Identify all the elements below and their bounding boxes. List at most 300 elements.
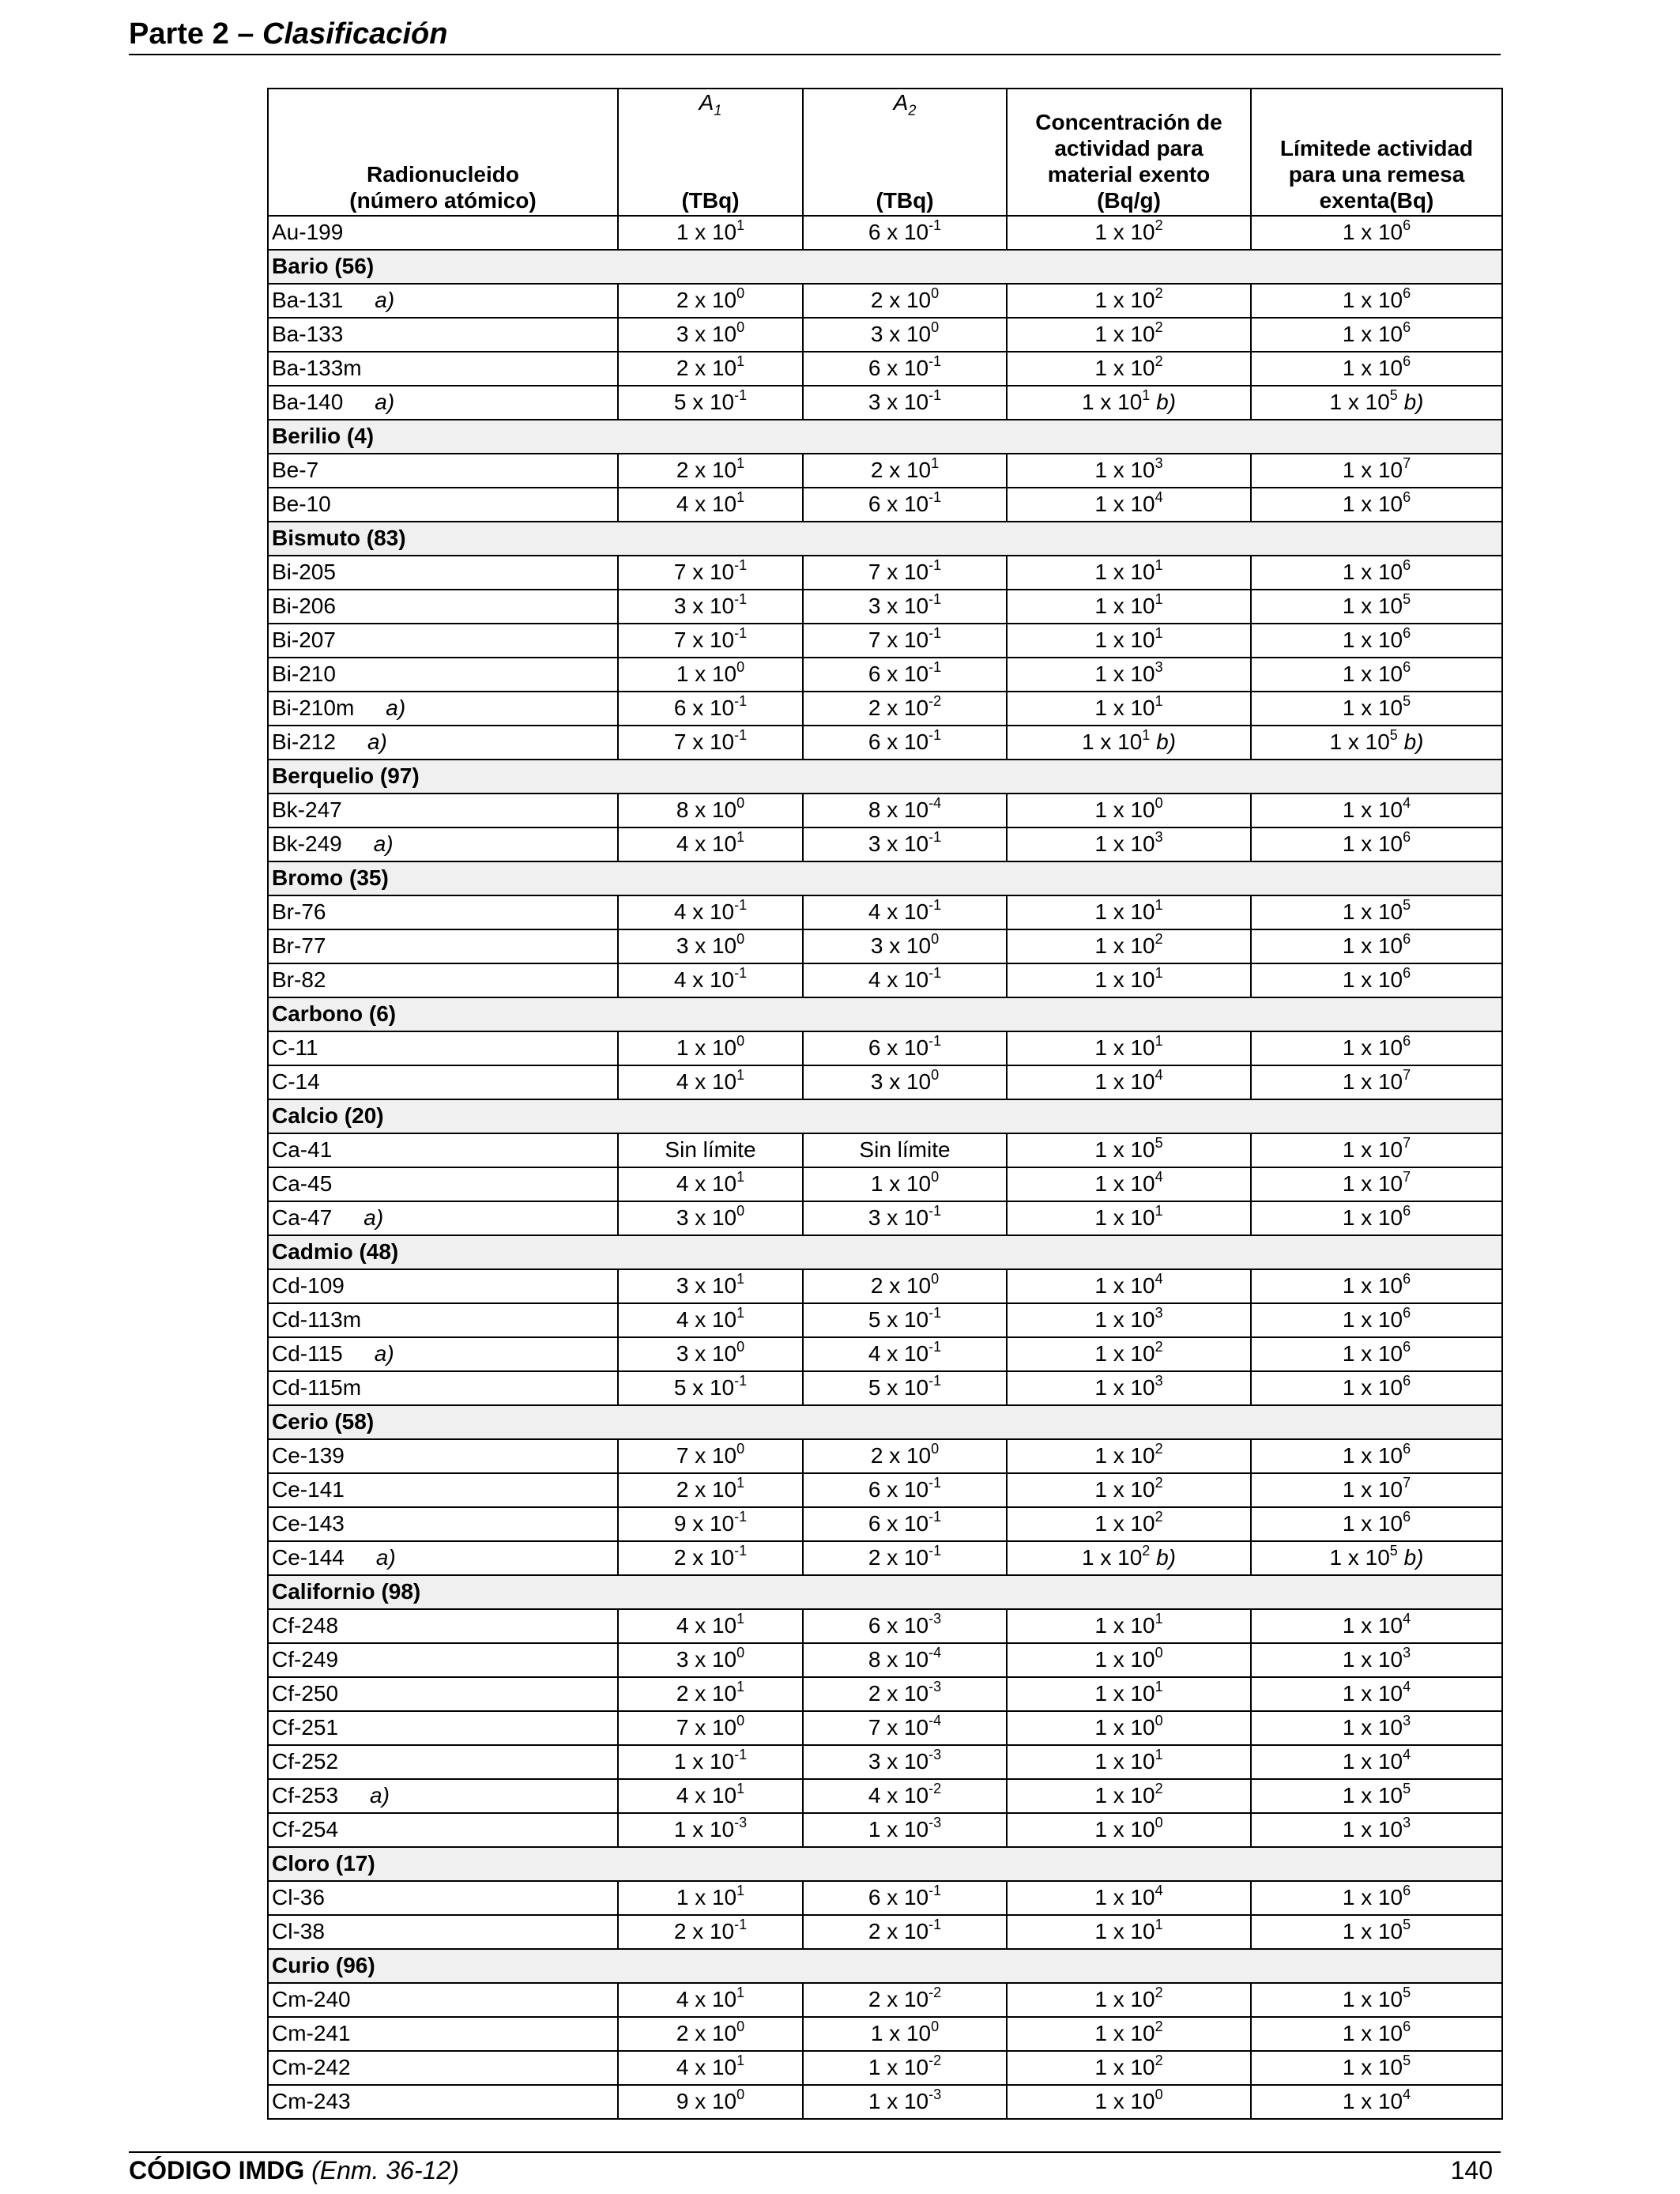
- a2-value-exponent: -1: [929, 1032, 942, 1049]
- a2-value: [803, 1269, 1007, 1303]
- nuclide-name: Au-199: [272, 220, 344, 245]
- activity-limit-value-mantissa: 1 x 10: [1342, 1987, 1403, 2012]
- concentration-value-exponent: 2: [1155, 1474, 1163, 1491]
- activity-limit-value-mantissa: 1 x 10: [1342, 1749, 1403, 1774]
- nuclide-cell: [268, 1609, 618, 1643]
- a1-value-exponent: 0: [736, 319, 745, 335]
- activity-limit-value-mantissa: 1 x 10: [1342, 1341, 1403, 1367]
- table-row: [268, 1167, 1502, 1201]
- a1-value-exponent: 1: [736, 1474, 745, 1491]
- a2-value-exponent: -1: [929, 1372, 942, 1389]
- nuclide-cell: [268, 895, 618, 929]
- activity-limit-value-note: b): [1403, 1545, 1424, 1570]
- a1-value: [618, 1643, 803, 1677]
- concentration-value: [1007, 284, 1251, 318]
- concentration-value: [1007, 895, 1251, 929]
- table-row: [268, 895, 1502, 929]
- activity-limit-value: [1251, 1133, 1502, 1167]
- concentration-value-mantissa: 1 x 10: [1094, 1817, 1155, 1842]
- table-row: [268, 1201, 1502, 1235]
- activity-limit-value-exponent: 3: [1403, 1814, 1411, 1830]
- a1-value: [618, 1711, 803, 1745]
- a2-value-exponent: -4: [929, 1644, 942, 1661]
- concentration-value-exponent: 2: [1155, 352, 1163, 369]
- a2-value-exponent: -1: [929, 1508, 942, 1525]
- concentration-value-mantissa: 1 x 10: [1094, 1987, 1155, 2012]
- a1-value: [618, 1303, 803, 1337]
- a1-value-mantissa: 2 x 10: [676, 2021, 737, 2046]
- concentration-value-exponent: 1: [1155, 692, 1163, 709]
- nuclide-cell: [268, 1201, 618, 1235]
- group-row: [268, 1405, 1502, 1439]
- activity-limit-value: [1251, 726, 1502, 760]
- activity-limit-value-exponent: 6: [1403, 1440, 1411, 1457]
- group-row: [268, 1847, 1502, 1881]
- concentration-value-exponent: 3: [1155, 658, 1163, 675]
- a2-value: [803, 726, 1007, 760]
- a1-value: [618, 895, 803, 929]
- concentration-value-exponent: 3: [1155, 454, 1163, 471]
- activity-limit-value-exponent: 5: [1389, 726, 1398, 743]
- a2-value-exponent: -1: [929, 217, 942, 233]
- nuclide-name: C-11: [272, 1035, 318, 1061]
- concentration-value: [1007, 1881, 1251, 1915]
- a2-value: [803, 2051, 1007, 2085]
- nuclide-cell: [268, 454, 618, 488]
- a2-value: [803, 1813, 1007, 1847]
- a1-value-exponent: -1: [734, 1746, 748, 1762]
- a1-value-mantissa: 4 x 10: [676, 2055, 737, 2080]
- concentration-value-mantissa: 1 x 10: [1094, 322, 1155, 347]
- a2-value-mantissa: 2 x 10: [870, 288, 932, 313]
- concentration-value-exponent: 1: [1155, 1202, 1163, 1219]
- concentration-value-mantissa: 1 x 10: [1094, 220, 1155, 245]
- a1-value: [618, 1201, 803, 1235]
- nuclide-name: Ba-133m: [272, 356, 362, 381]
- a2-value: [803, 352, 1007, 386]
- concentration-value-mantissa: 1 x 10: [1094, 1375, 1155, 1400]
- a1-value-exponent: 0: [736, 1032, 745, 1049]
- a2-value-exponent: 0: [931, 930, 940, 947]
- header-radionuclide-line2: (número atómico): [349, 187, 537, 213]
- a1-value-exponent: 1: [736, 1610, 745, 1627]
- a2-value-mantissa: 6 x 10: [868, 356, 929, 381]
- a1-value: [618, 352, 803, 386]
- concentration-value: [1007, 1201, 1251, 1235]
- group-row: [268, 420, 1502, 454]
- group-row: [268, 1235, 1502, 1269]
- concentration-value-exponent: 2: [1155, 2018, 1163, 2034]
- activity-limit-value-mantissa: 1 x 10: [1342, 1477, 1403, 1502]
- nuclide-name: Cm-240: [272, 1987, 351, 2012]
- concentration-value-exponent: 4: [1155, 1882, 1163, 1898]
- a2-value: [803, 1779, 1007, 1813]
- concentration-value: [1007, 1371, 1251, 1405]
- activity-limit-value: [1251, 1167, 1502, 1201]
- nuclide-cell: [268, 2051, 618, 2085]
- activity-limit-value-exponent: 6: [1403, 1338, 1411, 1355]
- nuclide-cell: [268, 963, 618, 997]
- concentration-value-exponent: 2: [1155, 1440, 1163, 1457]
- a2-value-mantissa: 2 x 10: [868, 1987, 929, 2012]
- table-row: [268, 1915, 1502, 1949]
- table-row: [268, 827, 1502, 861]
- a1-value-mantissa: 9 x 10: [673, 1511, 735, 1536]
- table-row: [268, 963, 1502, 997]
- nuclide-name: Bi-212: [272, 729, 336, 755]
- concentration-value-mantissa: 1 x 10: [1094, 288, 1155, 313]
- a1-value: [618, 2085, 803, 2119]
- nuclide-name: Cf-248: [272, 1613, 339, 1638]
- header-concentration: [1007, 89, 1251, 216]
- a2-value-mantissa: 1 x 10: [868, 2055, 929, 2080]
- nuclide-cell: [268, 1541, 618, 1575]
- nuclide-name: Br-77: [272, 933, 326, 959]
- activity-limit-value-mantissa: 1 x 10: [1342, 1035, 1403, 1061]
- a2-value-mantissa: 6 x 10: [868, 220, 929, 245]
- concentration-value: [1007, 454, 1251, 488]
- concentration-value-mantissa: 1 x 10: [1094, 1477, 1155, 1502]
- activity-limit-value-exponent: 5: [1389, 1542, 1398, 1559]
- a1-value-exponent: 0: [736, 2018, 745, 2034]
- header-a2-unit: (TBq): [876, 187, 934, 213]
- header-a2: [803, 89, 1007, 216]
- nuclide-note: a): [374, 1341, 394, 1367]
- concentration-value-mantissa: 1 x 10: [1094, 1205, 1155, 1231]
- a1-value-exponent: 1: [736, 352, 745, 369]
- a1-value-mantissa: 5 x 10: [673, 390, 735, 415]
- a2-value: [803, 318, 1007, 352]
- nuclide-cell: [268, 1031, 618, 1065]
- activity-limit-value: [1251, 284, 1502, 318]
- a1-value: [618, 1473, 803, 1507]
- activity-limit-value-mantissa: 1 x 10: [1342, 1375, 1403, 1400]
- concentration-value-mantissa: 1 x 10: [1094, 1035, 1155, 1061]
- a2-value-exponent: -1: [929, 556, 942, 573]
- activity-limit-value: [1251, 1779, 1502, 1813]
- table-row: [268, 556, 1502, 590]
- activity-limit-value: [1251, 1371, 1502, 1405]
- concentration-value-mantissa: 1 x 10: [1094, 2055, 1155, 2080]
- activity-limit-value: [1251, 963, 1502, 997]
- activity-limit-value: [1251, 1609, 1502, 1643]
- a2-value-mantissa: 7 x 10: [868, 560, 929, 585]
- a1-value: [618, 1031, 803, 1065]
- a1-value-mantissa: 3 x 10: [676, 933, 737, 959]
- group-row: [268, 250, 1502, 284]
- section-title: Clasificación: [262, 17, 448, 51]
- table-row: [268, 318, 1502, 352]
- a1-value-exponent: 0: [736, 1202, 745, 1219]
- a1-value-mantissa: 1 x 10: [676, 1035, 737, 1061]
- activity-limit-value-exponent: 6: [1403, 1882, 1411, 1898]
- a1-value: [618, 1133, 803, 1167]
- header-a2-symbol: $A_2$: [893, 90, 917, 119]
- activity-limit-value-exponent: 5: [1403, 590, 1411, 607]
- a2-value: [803, 454, 1007, 488]
- a2-value-mantissa: 3 x 10: [868, 831, 929, 857]
- concentration-value-mantissa: 1 x 10: [1094, 797, 1155, 823]
- activity-limit-value-mantissa: 1 x 10: [1342, 220, 1403, 245]
- a2-value-mantissa: 1 x 10: [868, 2089, 929, 2114]
- table-row: [268, 1031, 1502, 1065]
- a2-value-mantissa: 2 x 10: [870, 458, 932, 483]
- a1-value-exponent: -1: [734, 590, 748, 607]
- header-a1-unit: (TBq): [681, 187, 740, 213]
- a1-value-exponent: 1: [736, 1984, 745, 2000]
- a2-value-mantissa: 6 x 10: [868, 1477, 929, 1502]
- table-row: [268, 1983, 1502, 2017]
- activity-limit-value-exponent: 3: [1403, 1712, 1411, 1728]
- activity-limit-value: [1251, 2085, 1502, 2119]
- a2-value: [803, 1983, 1007, 2017]
- a1-value: [618, 1371, 803, 1405]
- activity-limit-value: [1251, 1711, 1502, 1745]
- concentration-value-mantissa: 1 x 10: [1094, 1443, 1155, 1468]
- nuclide-cell: [268, 624, 618, 658]
- a1-value-mantissa: 2 x 10: [676, 356, 737, 381]
- a1-value: [618, 216, 803, 250]
- table-row: [268, 1371, 1502, 1405]
- nuclide-cell: [268, 216, 618, 250]
- activity-limit-value-mantissa: 1 x 10: [1342, 322, 1403, 347]
- concentration-value-mantissa: 1 x 10: [1094, 458, 1155, 483]
- activity-limit-value-mantissa: 1 x 10: [1342, 933, 1403, 959]
- element-group-label: Carbono (6): [268, 997, 1502, 1031]
- a2-value-exponent: -2: [929, 1780, 942, 1796]
- a2-value: [803, 929, 1007, 963]
- concentration-value-exponent: 2: [1155, 1780, 1163, 1796]
- a2-value-exponent: -1: [929, 590, 942, 607]
- activity-limit-value-exponent: 5: [1403, 1916, 1411, 1932]
- nuclide-cell: [268, 1881, 618, 1915]
- concentration-value-mantissa: 1 x 10: [1082, 1545, 1143, 1570]
- a2-value-mantissa: 8 x 10: [868, 1647, 929, 1672]
- activity-limit-value-exponent: 6: [1403, 1372, 1411, 1389]
- a2-value: [803, 1371, 1007, 1405]
- nuclide-name: Cf-254: [272, 1817, 339, 1842]
- concentration-value: [1007, 658, 1251, 692]
- a1-value-mantissa: 4 x 10: [676, 831, 737, 857]
- a1-value: [618, 284, 803, 318]
- a1-value-exponent: -1: [734, 1916, 748, 1932]
- a2-value: [803, 2085, 1007, 2119]
- a2-value-mantissa: 6 x 10: [868, 662, 929, 687]
- a2-value-mantissa: 3 x 10: [870, 322, 932, 347]
- a1-value-exponent: 0: [736, 285, 745, 301]
- nuclide-cell: [268, 1915, 618, 1949]
- activity-limit-value-exponent: 5: [1389, 386, 1398, 403]
- concentration-value-mantissa: 1 x 10: [1094, 1307, 1155, 1333]
- concentration-value-exponent: 2: [1155, 1984, 1163, 2000]
- a1-value: [618, 2017, 803, 2051]
- a2-value-exponent: -2: [929, 2052, 942, 2068]
- activity-limit-value-mantissa: 1 x 10: [1342, 1613, 1403, 1638]
- a2-value: [803, 1031, 1007, 1065]
- a1-value-mantissa: 7 x 10: [676, 1443, 737, 1468]
- a1-value: [618, 692, 803, 726]
- a1-value-mantissa: 4 x 10: [676, 1069, 737, 1095]
- activity-limit-value: [1251, 2017, 1502, 2051]
- activity-limit-value-exponent: 6: [1403, 217, 1411, 233]
- concentration-value: [1007, 352, 1251, 386]
- table-row: [268, 216, 1502, 250]
- a1-value-mantissa: 3 x 10: [676, 1273, 737, 1299]
- nuclide-cell: [268, 1473, 618, 1507]
- a1-value-mantissa: 4 x 10: [676, 1987, 737, 2012]
- nuclide-cell: [268, 488, 618, 522]
- activity-limit-value-mantissa: 1 x 10: [1342, 594, 1403, 619]
- concentration-value-mantissa: 1 x 10: [1094, 594, 1155, 619]
- activity-limit-value: [1251, 895, 1502, 929]
- activity-limit-value-exponent: 6: [1403, 285, 1411, 301]
- a1-value: [618, 1439, 803, 1473]
- a1-value-mantissa: 2 x 10: [673, 1545, 735, 1570]
- nuclide-name: Bk-247: [272, 797, 342, 823]
- a1-value-mantissa: 3 x 10: [676, 1205, 737, 1231]
- concentration-value-exponent: 3: [1155, 1304, 1163, 1321]
- concentration-value-mantissa: 1 x 10: [1094, 933, 1155, 959]
- nuclide-name: Ca-45: [272, 1171, 333, 1197]
- concentration-value: [1007, 1507, 1251, 1541]
- a2-value: [803, 2017, 1007, 2051]
- activity-limit-value: [1251, 216, 1502, 250]
- nuclide-name: Cd-113m: [272, 1307, 362, 1333]
- activity-limit-value-mantissa: 1 x 10: [1342, 1069, 1403, 1095]
- activity-limit-value-exponent: 5: [1403, 1780, 1411, 1796]
- concentration-value-exponent: 2: [1155, 2052, 1163, 2068]
- a2-value: [803, 963, 1007, 997]
- a1-value: [618, 318, 803, 352]
- table-row: [268, 624, 1502, 658]
- concentration-value: [1007, 1745, 1251, 1779]
- concentration-value-exponent: 1: [1155, 1032, 1163, 1049]
- nuclide-name: Cd-115: [272, 1341, 343, 1367]
- concentration-value-exponent: 2: [1155, 285, 1163, 301]
- a2-value-mantissa: 6 x 10: [868, 1035, 929, 1061]
- activity-limit-value-mantissa: 1 x 10: [1342, 1443, 1403, 1468]
- a2-value-mantissa: 2 x 10: [868, 696, 929, 721]
- a2-value-exponent: -3: [929, 1610, 942, 1627]
- a2-value-mantissa: 8 x 10: [868, 797, 929, 823]
- a1-value-mantissa: 2 x 10: [676, 288, 737, 313]
- activity-limit-value: [1251, 488, 1502, 522]
- concentration-value-exponent: 4: [1155, 488, 1163, 505]
- a2-value: [803, 1711, 1007, 1745]
- a2-value: [803, 488, 1007, 522]
- activity-limit-value-mantissa: 1 x 10: [1342, 1919, 1403, 1944]
- part-label: Parte 2 –: [129, 17, 262, 51]
- nuclide-name: Ba-133: [272, 322, 344, 347]
- concentration-value-exponent: 2: [1155, 319, 1163, 335]
- a2-value: [803, 794, 1007, 827]
- a2-value: [803, 1439, 1007, 1473]
- nuclide-name: Ce-144: [272, 1545, 345, 1570]
- a2-value-mantissa: 1 x 10: [870, 2021, 932, 2046]
- page-header: [129, 14, 1501, 55]
- concentration-value-exponent: 3: [1155, 1372, 1163, 1389]
- element-group-label: Cadmio (48): [268, 1235, 1502, 1269]
- nuclide-cell: [268, 1439, 618, 1473]
- activity-limit-value-exponent: 6: [1403, 2018, 1411, 2034]
- activity-limit-value: [1251, 1507, 1502, 1541]
- activity-limit-value: [1251, 1643, 1502, 1677]
- a1-value-mantissa: 3 x 10: [673, 594, 735, 619]
- a2-value-mantissa: 5 x 10: [868, 1307, 929, 1333]
- a1-value-mantissa: 6 x 10: [673, 696, 735, 721]
- concentration-value-mantissa: 1 x 10: [1094, 967, 1155, 993]
- a2-value-mantissa: Sin límite: [859, 1137, 951, 1163]
- nuclide-cell: [268, 692, 618, 726]
- table-row: [268, 2051, 1502, 2085]
- activity-limit-value: [1251, 1337, 1502, 1371]
- nuclide-cell: [268, 1303, 618, 1337]
- concentration-value: [1007, 1983, 1251, 2017]
- a1-value-exponent: 1: [736, 1678, 745, 1695]
- activity-limit-value-note: b): [1403, 729, 1424, 755]
- nuclide-note: a): [375, 288, 395, 313]
- activity-limit-value-mantissa: 1 x 10: [1342, 1307, 1403, 1333]
- activity-limit-value-mantissa: 1 x 10: [1342, 696, 1403, 721]
- activity-limit-value: [1251, 1745, 1502, 1779]
- header-concentration-line4: (Bq/g): [1097, 187, 1161, 213]
- activity-limit-value-mantissa: 1 x 10: [1342, 2055, 1403, 2080]
- group-row: [268, 1575, 1502, 1609]
- nuclide-name: Br-76: [272, 899, 326, 925]
- table-row: [268, 488, 1502, 522]
- nuclide-note: a): [375, 390, 395, 415]
- concentration-value-exponent: 4: [1155, 1270, 1163, 1287]
- activity-limit-value-exponent: 6: [1403, 964, 1411, 981]
- a2-value: [803, 1507, 1007, 1541]
- concentration-value-exponent: 1: [1142, 386, 1151, 403]
- a1-value: [618, 658, 803, 692]
- a2-value: [803, 1473, 1007, 1507]
- nuclide-cell: [268, 1371, 618, 1405]
- group-row: [268, 522, 1502, 556]
- a1-value: [618, 1609, 803, 1643]
- a2-value-exponent: -1: [929, 624, 942, 641]
- nuclide-cell: [268, 386, 618, 420]
- a1-value: [618, 386, 803, 420]
- activity-limit-value-mantissa: 1 x 10: [1342, 458, 1403, 483]
- a2-value: [803, 1745, 1007, 1779]
- table-row: [268, 1439, 1502, 1473]
- activity-limit-value-exponent: 5: [1403, 1984, 1411, 2000]
- nuclide-note: a): [367, 729, 387, 755]
- a1-value-exponent: 1: [736, 488, 745, 505]
- table-row: [268, 1711, 1502, 1745]
- concentration-value: [1007, 1541, 1251, 1575]
- activity-limit-value-mantissa: 1 x 10: [1342, 662, 1403, 687]
- a2-value-exponent: 0: [931, 1066, 940, 1083]
- nuclide-cell: [268, 318, 618, 352]
- a2-value-exponent: 0: [931, 1270, 940, 1287]
- activity-limit-value-mantissa: 1 x 10: [1342, 1647, 1403, 1672]
- table-row: [268, 2017, 1502, 2051]
- concentration-value-mantissa: 1 x 10: [1094, 831, 1155, 857]
- nuclide-cell: [268, 1813, 618, 1847]
- nuclide-name: Bi-210m: [272, 696, 355, 721]
- nuclide-note: a): [370, 1783, 390, 1808]
- footer-amendment: (Enm. 36-12): [311, 2156, 459, 2185]
- concentration-value: [1007, 1677, 1251, 1711]
- activity-limit-value: [1251, 658, 1502, 692]
- concentration-value-mantissa: 1 x 10: [1094, 1681, 1155, 1706]
- activity-limit-value: [1251, 1065, 1502, 1099]
- activity-limit-value-mantissa: 1 x 10: [1329, 729, 1390, 755]
- nuclide-name: Ca-41: [272, 1137, 333, 1163]
